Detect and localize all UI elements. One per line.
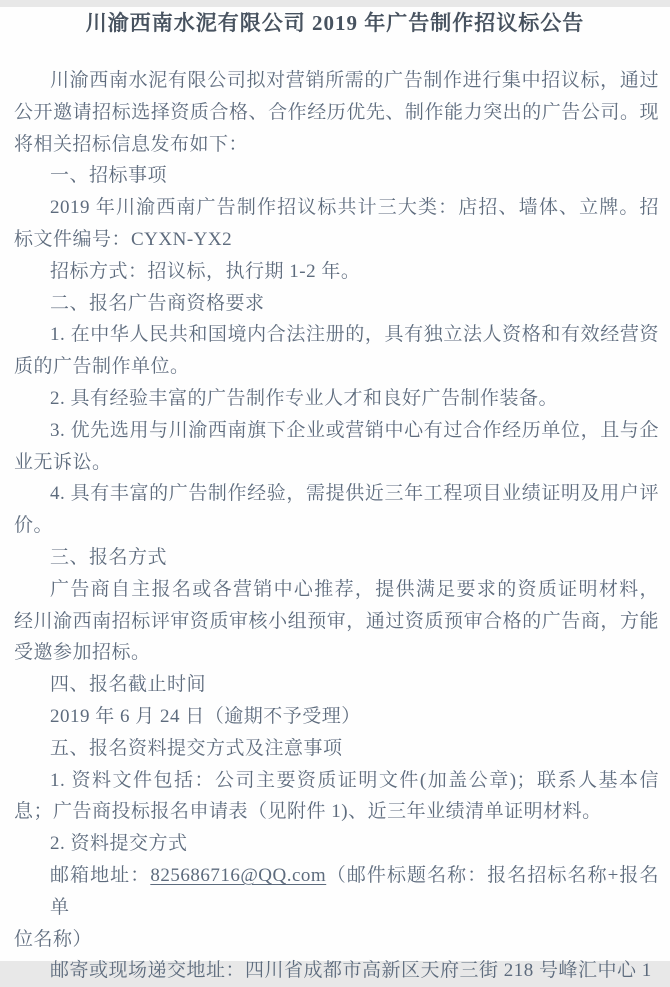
text-line: 1. 资料文件包括：公司主要资质证明文件(加盖公章)；联系人基本信 (50, 769, 659, 791)
text-line: 业无诉讼。 (14, 451, 112, 473)
text-line: 2. 具有经验丰富的广告制作专业人才和良好广告制作装备。 (50, 387, 559, 409)
text-line: 标文件编号：CYXN-YX2 (14, 228, 233, 250)
text-line: 1. 在中华人民共和国境内合法注册的，具有独立法人资格和有效经营资 (50, 324, 659, 346)
text-line: 川渝西南水泥有限公司拟对营销所需的广告制作进行集中招议标，通过 (50, 70, 659, 91)
email-note: （邮件标题名称：报名招标名称+报名单 (50, 864, 659, 918)
text-line: 四、报名截止时间 (50, 674, 207, 696)
text-line: 质的广告制作单位。 (14, 356, 190, 378)
text-line: 广告商自主报名或各营销中心推荐，提供满足要求的资质证明材料， (50, 578, 659, 600)
text-line: 2019 年 6 月 24 日（逾期不予受理） (50, 705, 361, 727)
text-line: 位名称） (14, 928, 93, 950)
text-line: 价。 (14, 515, 54, 537)
text-line: 4. 具有丰富的广告制作经验，需提供近三年工程项目业绩证明及用户评 (50, 483, 659, 505)
text-line (14, 860, 659, 924)
text-line: 2019 年川渝西南广告制作招议标共计三大类：店招、墙体、立牌。招 (50, 197, 659, 219)
document-page (0, 7, 670, 982)
text-line: 三、报名方式 (50, 546, 168, 568)
text-line: 公开邀请招标选择资质合格、合作经历优先、制作能力突出的广告公司。现 (14, 101, 659, 123)
text-line: 经川渝西南招标评审资质审核小组预审，通过资质预审合格的广告商，方能 (14, 610, 659, 632)
text-line: 2. 资料提交方式 (50, 833, 188, 855)
document-title: 川渝西南水泥有限公司 2019 年广告制作招议标公告 (85, 11, 585, 35)
document-body (14, 65, 659, 987)
text-line: 受邀参加招标。 (14, 642, 151, 664)
text-line: 二、报名广告商资格要求 (50, 292, 265, 314)
email-link[interactable]: 825686716@QQ.com (150, 864, 327, 886)
email-label: 邮箱地址： (50, 864, 151, 886)
text-line: 将相关招标信息发布如下： (14, 133, 249, 155)
text-line: 邮寄或现场递交地址：四川省成都市高新区天府三街 218 号峰汇中心 1 (50, 960, 652, 982)
text-line: 一、招标事项 (50, 165, 168, 187)
text-line: 五、报名资料提交方式及注意事项 (50, 737, 343, 759)
text-line: 3. 优先选用与川渝西南旗下企业或营销中心有过合作经历单位，且与企 (50, 419, 659, 441)
text-line: 招标方式：招议标，执行期 1-2 年。 (50, 260, 361, 282)
text-line: 息；广告商投标报名申请表（见附件 1)、近三年业绩清单证明材料。 (14, 801, 602, 823)
